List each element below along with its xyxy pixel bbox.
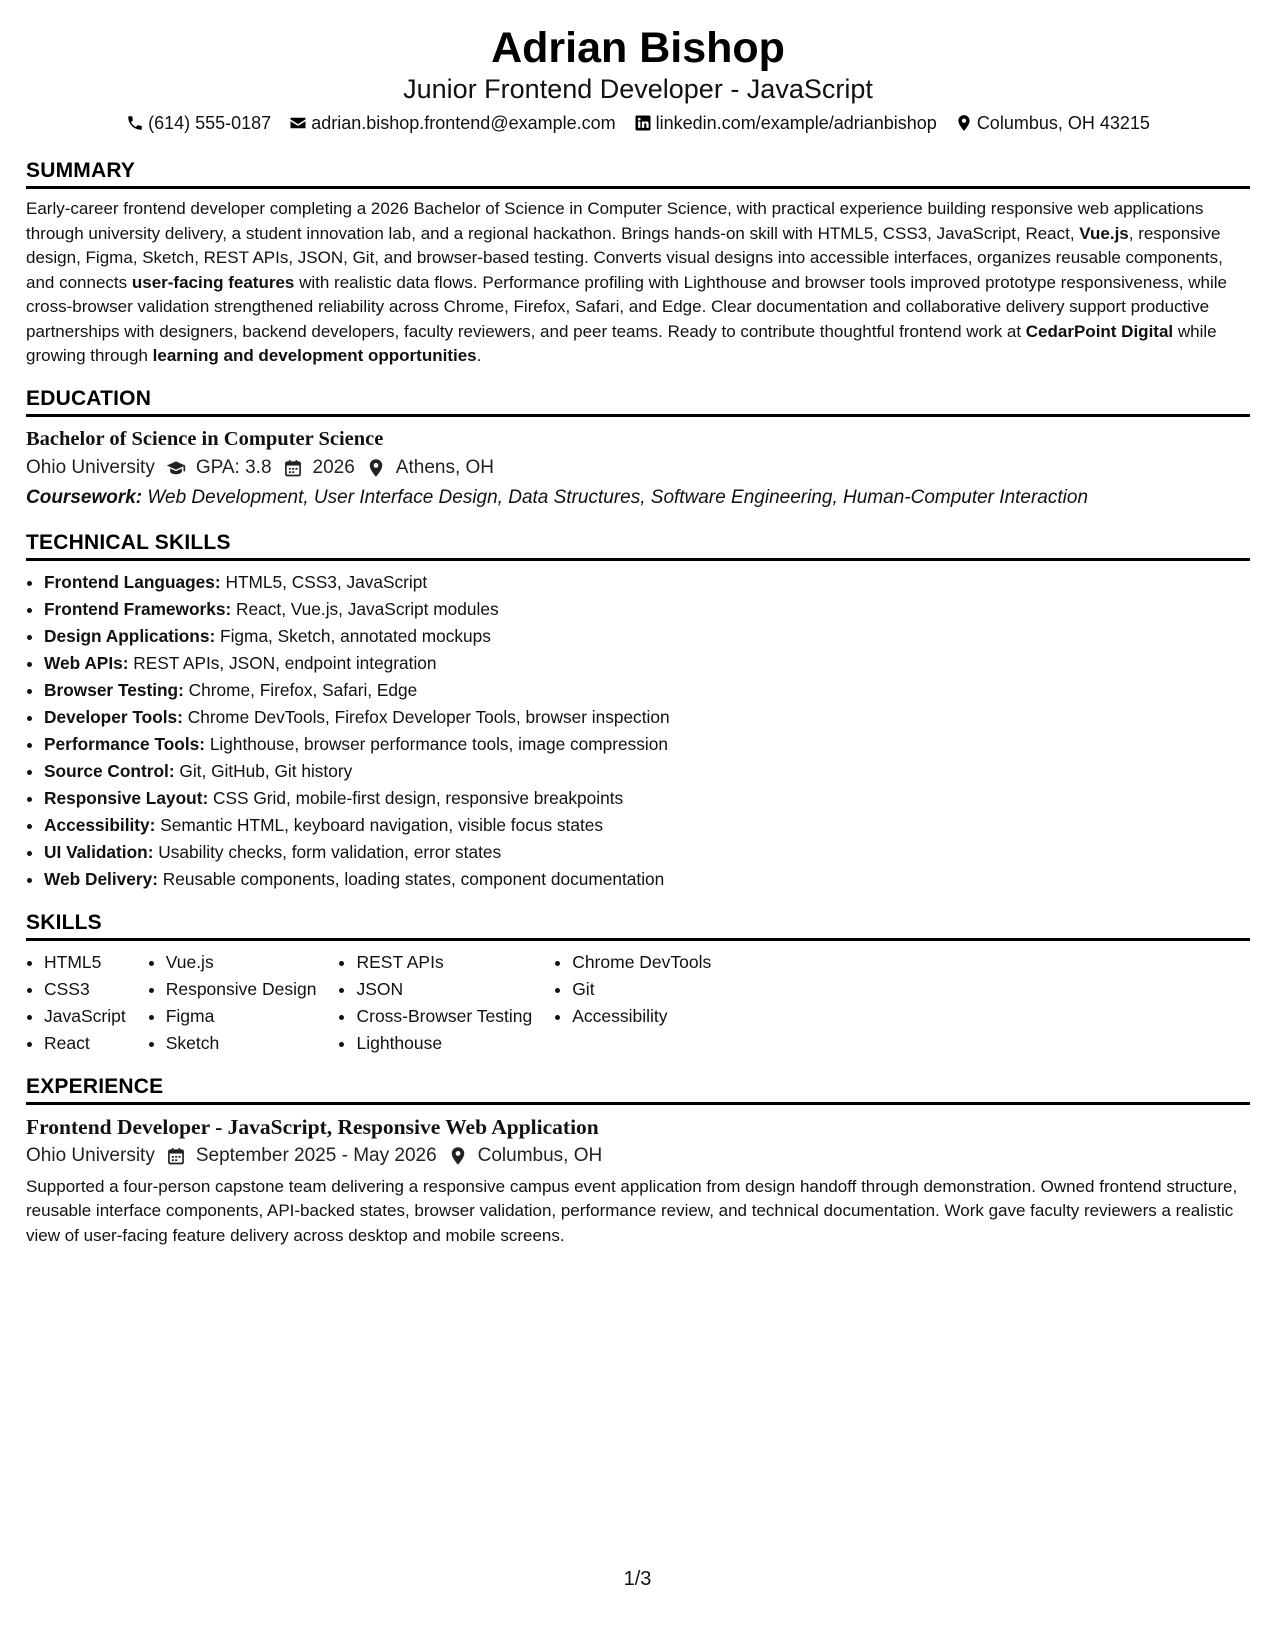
list-item: • Accessibility: Semantic HTML, keyboard navigation, visible focus states (44, 812, 1250, 839)
list-item: • React (44, 1030, 126, 1057)
list-item: • Responsive Design (166, 976, 317, 1003)
section-divider (26, 186, 1250, 189)
skills-column (338, 949, 532, 1057)
list-item: • Performance Tools: Lighthouse, browser performance tools, image compression (44, 731, 1250, 758)
location-text: Columbus, OH 43215 (976, 113, 1150, 133)
phone-icon (126, 114, 144, 132)
gpa: GPA: 3.8 (195, 456, 272, 478)
list-item: • Source Control: Git, GitHub, Git history (44, 758, 1250, 785)
list-item: • UI Validation: Usability checks, form validation, error states (44, 839, 1250, 866)
list-item: • Sketch (166, 1030, 317, 1057)
list-item: • Accessibility (572, 1003, 711, 1030)
skills-section (26, 909, 1250, 1057)
school-location: Athens, OH (395, 456, 495, 478)
summary-text: Early-career frontend developer completing a 2026 Bachelor of Science in Computer Science, with practical experience building responsive web applications through university delivery, a student innovation lab, and a regional hackathon. Brings hands-on skill with HTML5, CSS3, JavaScript, React, Vue.js, responsive design, Figma, Sketch, REST APIs, JSON, Git, and browser-based testing. Converts visual designs into accessible interfaces, organizes reusable components, and connects user-facing features with realistic data flows. Performance profiling with Lighthouse and browser tools improved prototype responsiveness, while cross-browser validation strengthened reliability across Chrome, Firefox, Safari, and Edge. Clear documentation and collaborative delivery support productive partnerships with designers, backend developers, faculty reviewers, and peer teams. Ready to contribute thoughtful frontend work at CedarPoint Digital while growing through learning and development opportunities. (26, 199, 1227, 365)
list-item: • Frontend Frameworks: React, Vue.js, JavaScript modules (44, 596, 1250, 623)
skills-grid (26, 949, 1250, 1057)
list-item: • JSON (356, 976, 532, 1003)
list-item: • Git (572, 976, 711, 1003)
envelope-icon (289, 114, 307, 132)
list-item: • Design Applications: Figma, Sketch, annotated mockups (44, 623, 1250, 650)
calendar-icon (165, 1146, 187, 1166)
job-description: Supported a four-person capstone team delivering a responsive campus event application from design handoff through demonstration. Owned frontend structure, reusable interface components, API-backed states, browser validation, performance review, and technical documentation. Work gave faculty reviewers a realistic view of user-facing feature delivery across desktop and mobile screens. (26, 1176, 1238, 1245)
list-item: • Browser Testing: Chrome, Firefox, Safari, Edge (44, 677, 1250, 704)
list-item: • HTML5 (44, 949, 126, 976)
linkedin-text: linkedin.com/example/adrianbishop (655, 113, 937, 133)
list-item: • Web Delivery: Reusable components, loading states, component documentation (44, 866, 1250, 893)
job-dates: September 2025 - May 2026 (195, 1144, 437, 1166)
education-meta (26, 453, 1250, 483)
list-item: • Chrome DevTools (572, 949, 711, 976)
employer: Ohio University (26, 1144, 155, 1166)
section-divider (26, 414, 1250, 417)
job-location: Columbus, OH (477, 1144, 603, 1166)
section-title-experience: EXPERIENCE (26, 1074, 164, 1098)
contact-email[interactable] (289, 111, 615, 135)
education-section (26, 385, 1250, 513)
list-item: • Web APIs: REST APIs, JSON, endpoint integration (44, 650, 1250, 677)
list-item: • Cross-Browser Testing (356, 1003, 532, 1030)
section-divider (26, 938, 1250, 941)
skills-column (26, 949, 126, 1057)
job-title: Frontend Developer - JavaScript, Responsive Web Application (26, 1114, 599, 1139)
phone-text: (614) 555-0187 (148, 113, 272, 133)
experience-section (26, 1073, 1250, 1249)
skills-column (148, 949, 317, 1057)
calendar-icon (282, 458, 304, 478)
section-title-education: EDUCATION (26, 386, 152, 410)
page-number: 1/3 (623, 1568, 652, 1590)
list-item: • Vue.js (166, 949, 317, 976)
contact-bar (26, 111, 1250, 135)
school-name: Ohio University (26, 456, 155, 478)
candidate-name: Adrian Bishop (491, 24, 785, 72)
summary-section (26, 157, 1250, 369)
list-item: • Figma (166, 1003, 317, 1030)
resume-page (26, 22, 1250, 1248)
list-item: • Frontend Languages: HTML5, CSS3, JavaScript (44, 569, 1250, 596)
technical-skills-section (26, 529, 1250, 893)
section-divider (26, 1102, 1250, 1105)
section-title-technical-skills: TECHNICAL SKILLS (26, 530, 231, 554)
contact-phone (126, 111, 271, 135)
section-title-summary: SUMMARY (26, 159, 136, 182)
degree-title: Bachelor of Science in Computer Science (26, 427, 384, 450)
map-marker-icon (955, 114, 973, 132)
list-item: • JavaScript (44, 1003, 126, 1030)
graduation-year: 2026 (312, 456, 355, 478)
candidate-title: Junior Frontend Developer - JavaScript (403, 74, 873, 104)
graduation-cap-icon (165, 458, 187, 478)
contact-location (955, 111, 1150, 135)
email-text: adrian.bishop.frontend@example.com (311, 113, 616, 133)
skills-column (554, 949, 711, 1057)
technical-skills-list (26, 569, 1250, 893)
list-item: • Lighthouse (356, 1030, 532, 1057)
list-item: • CSS3 (44, 976, 126, 1003)
coursework: Coursework: Web Development, User Interface Design, Data Structures, Software Engineering, Human-Computer Interaction (26, 486, 1089, 508)
contact-linkedin[interactable] (634, 111, 937, 135)
list-item: • REST APIs (356, 949, 532, 976)
job-meta (26, 1141, 1250, 1171)
section-title-skills: SKILLS (26, 910, 102, 934)
list-item: • Developer Tools: Chrome DevTools, Firefox Developer Tools, browser inspection (44, 704, 1250, 731)
list-item: • Responsive Layout: CSS Grid, mobile-first design, responsive breakpoints (44, 785, 1250, 812)
map-marker-icon (447, 1146, 469, 1166)
section-divider (26, 558, 1250, 561)
linkedin-icon (634, 114, 652, 132)
map-marker-icon (365, 458, 387, 478)
